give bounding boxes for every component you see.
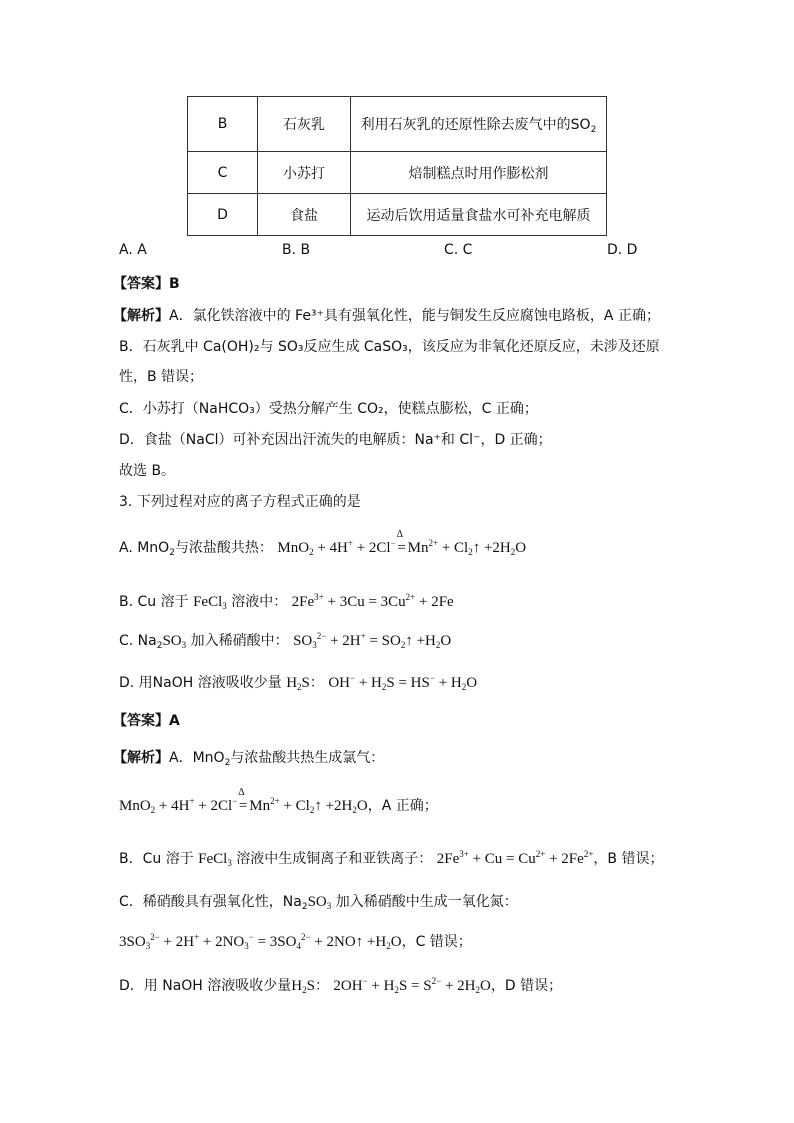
table-row xyxy=(188,194,607,236)
choice-d: D. D xyxy=(607,242,638,258)
choice-b: B. B xyxy=(282,242,311,258)
analysis-line: C．小苏打（NaHCO₃）受热分解产生 CO₂，使糕点膨松，C 正确； xyxy=(119,401,538,417)
choice-c: C. C xyxy=(444,242,473,258)
option-desc: 利用石灰乳的还原性除去废气中的$SO_2$ xyxy=(351,97,607,152)
analysis-line: B．石灰乳中 Ca(OH)₂与 SO₃反应生成 CaSO₃，该反应为非氧化还原反应，未涉及还原 xyxy=(119,339,660,355)
option-letter: D xyxy=(188,194,258,236)
option-desc: 运动后饮用适量食盐水可补充电解质 xyxy=(351,194,607,236)
choice-a: A. A xyxy=(119,242,147,258)
option-d-line: D. 用NaOH 溶液吸收少量 $H_2S$： $OH^- + H_2S = HS^- + H_2O$ xyxy=(119,673,478,692)
option-desc: 焙制糕点时用作膨松剂 xyxy=(351,152,607,194)
table-row xyxy=(188,97,607,152)
answer-q2: 【答案】B xyxy=(113,276,180,292)
option-c-line: C. $Na_2SO_3$ 加入稀硝酸中： $SO_3^{2-} + 2H^+$ = $SO_2↑ +H_2O$ xyxy=(119,631,452,651)
analysis-line: $3SO_3^{2-} + 2H^+ + 2NO_3^- = 3SO_4^{2-}$ + 2NO↑ $+H_2O$，C 错误； xyxy=(119,932,472,951)
option-item: 小苏打 xyxy=(258,152,351,194)
options-table xyxy=(187,96,607,236)
analysis-line: MnO$_2$ + 4H+ + 2Cl− Δ = $Mn^{2+}$ + $Cl_2↑ +2H_2O$，A 正确； xyxy=(119,787,438,815)
analysis-line: B．Cu 溶于 FeCl$_3$ 溶液中生成铜离子和亚铁离子： $2Fe^{3+} + Cu = Cu^{2+} + 2Fe^{2+}$，B 错误； xyxy=(119,849,664,868)
answer-q3: 【答案】A xyxy=(113,713,180,729)
option-letter: B xyxy=(188,97,258,152)
analysis-line: 【解析】A．氯化铁溶液中的 Fe³⁺具有强氧化性，能与铜发生反应腐蚀电路板，A 正确； xyxy=(113,308,660,324)
option-item: 石灰乳 xyxy=(258,97,351,152)
option-item: 食盐 xyxy=(258,194,351,236)
analysis-line: 【解析】A．MnO$_2$与浓盐酸共热生成氯气： xyxy=(113,750,385,768)
option-a-line: A. MnO$_2$与浓盐酸共热： MnO$_2$ + 4H+ + 2Cl− Δ = $Mn^{2+}$ + $Cl_2↑ +2H_2O$ xyxy=(119,529,527,558)
analysis-line: D．食盐（NaCl）可补充因出汗流失的电解质：Na⁺和 Cl⁻，D 正确； xyxy=(119,432,552,448)
analysis-line: 故选 B。 xyxy=(119,463,176,479)
table-row xyxy=(188,152,607,194)
option-letter: C xyxy=(188,152,258,194)
analysis-line: C．稀硝酸具有强氧化性，$Na_2SO_3$ 加入稀硝酸中生成一氧化氮： xyxy=(119,894,518,912)
analysis-line: D．用 NaOH 溶液吸收少量$H_2S$： $2OH^- + H_2S = S^{2-} + 2H_2O$，D 错误； xyxy=(119,976,563,995)
question-3-stem: 3. 下列过程对应的离子方程式正确的是 xyxy=(119,494,361,510)
analysis-line: 性，B 错误； xyxy=(119,369,204,385)
option-b-line: B. Cu 溶于 FeCl$_3$ 溶液中： $2Fe^{3+} + 3Cu = 3Cu^{2+} + 2Fe$ xyxy=(119,592,454,611)
